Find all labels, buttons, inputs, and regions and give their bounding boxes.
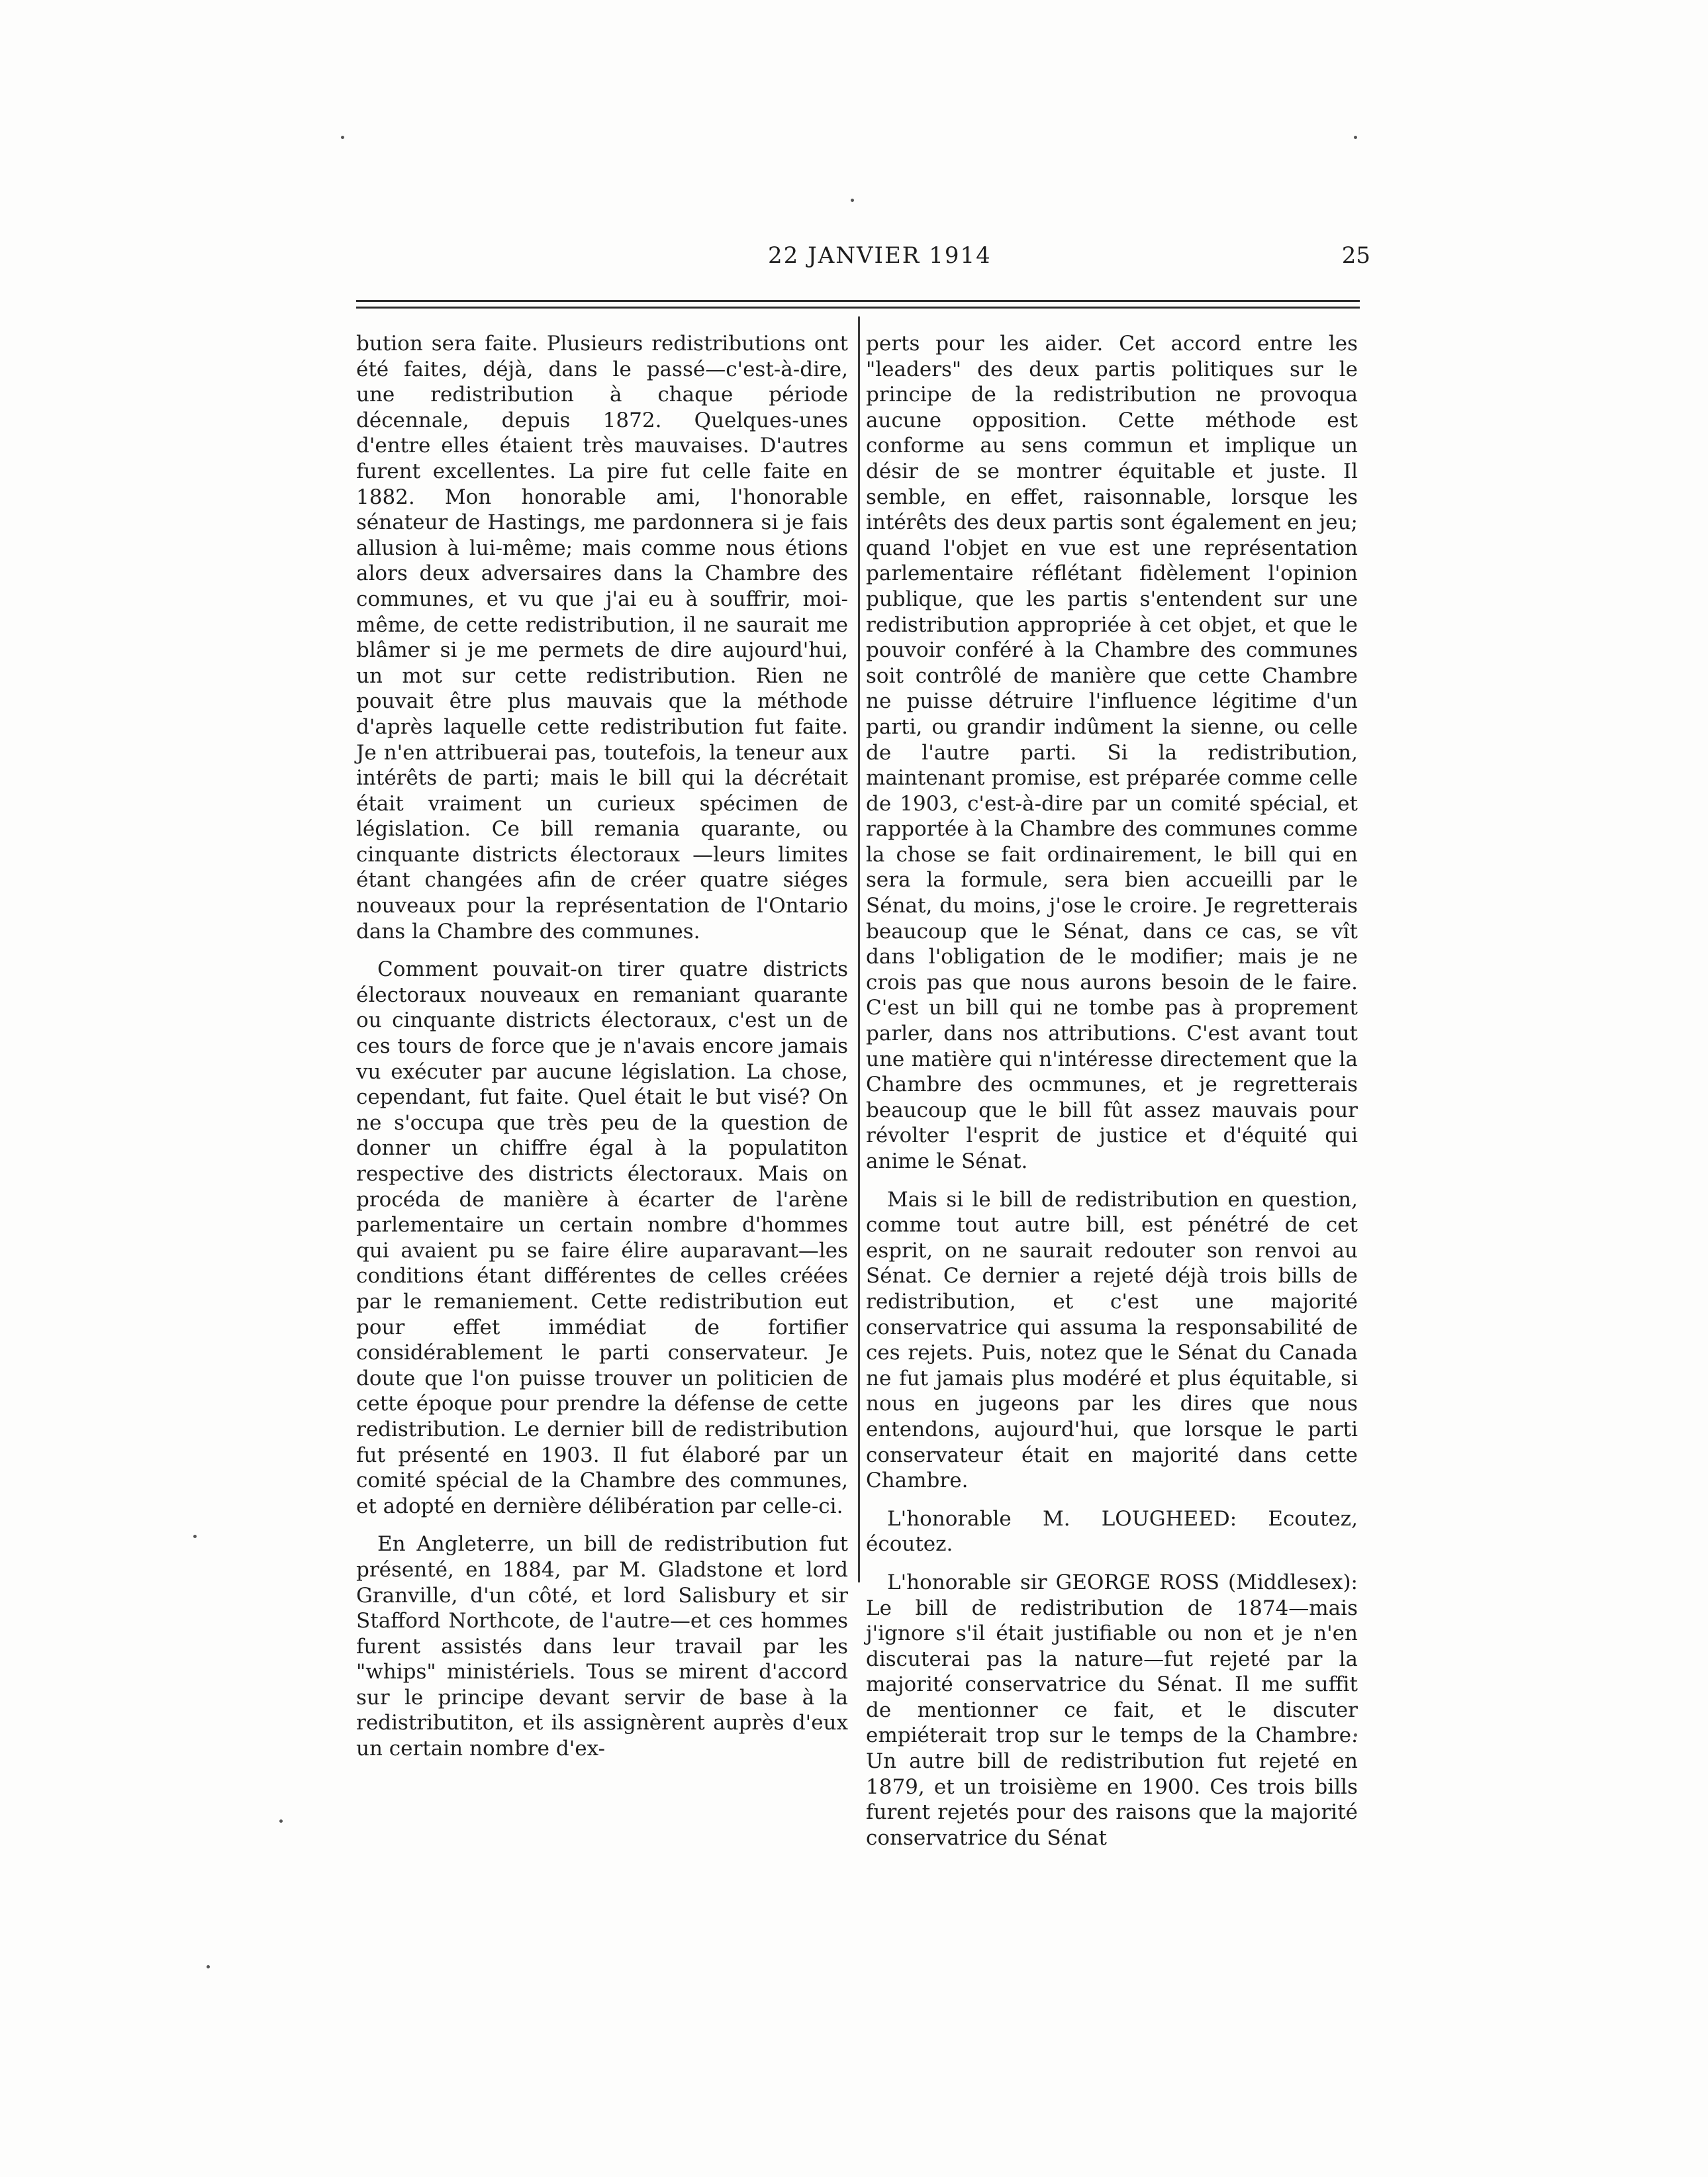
right-column <box>866 331 1358 1863</box>
paragraph: Comment pouvait-on tirer quatre districts électoraux nouveaux en remaniant quarante ou cinquante districts électoraux, c'est un de ces tours de force que je n'avais encore jamais vu exécuter par aucune législation. La chose, cependant, fut faite. Quel était le but visé? On ne s'occupa que très peu de la question de donner un chiffre égal à la populatiton respective des districts électoraux. Mais on procéda de manière à écarter de l'arène parlementaire un certain nombre d'hommes qui avaient pu se faire élire auparavant—les conditions étant différentes de celles créées par le remaniement. Cette redistribution eut pour effet immédiat de fortifier considérablement le parti conservateur. Je doute que l'on puisse trouver un politicien de cette époque pour prendre la défense de cette redistribution. Le dernier bill de redistribution fut présenté en 1903. Il fut élaboré par un comité spécial de la Chambre des communes, et adopté en dernière délibération par celle-ci. <box>356 957 848 1518</box>
paragraph: Mais si le bill de redistribution en question, comme tout autre bill, est pénétré de cet esprit, on ne saurait redouter son renvoi au Sénat. Ce dernier a rejeté déjà trois bills de redistribution, et c'est une majorité conservatrice qui assuma la responsabilité de ces rejets. Puis, notez que le Sénat du Canada ne fut jamais plus modéré et plus équitable, si nous en jugeons par les dires que nous entendons, aujourd'hui, que lorsque le parti conservateur était en majorité dans cette Chambre. <box>866 1187 1358 1493</box>
paragraph: En Angleterre, un bill de redistribution fut présenté, en 1884, par M. Gladstone et lord Granville, d'un côté, et lord Salisbury et sir Stafford Northcote, de l'autre—et ces hommes furent assistés dans leur travail par les "whips" ministériels. Tous se mirent d'accord sur le principe devant servir de base à la redistributiton, et ils assignèrent auprès d'eux un certain nombre d'ex- <box>356 1532 848 1761</box>
page-number: 25 <box>1341 242 1370 269</box>
header-rule-top <box>356 300 1360 302</box>
left-column <box>356 331 848 1774</box>
scan-speck <box>279 1819 283 1823</box>
page-header <box>351 242 1370 275</box>
header-date: 22 JANVIER 1914 <box>768 242 992 269</box>
scan-speck <box>851 199 854 202</box>
paragraph: perts pour les aider. Cet accord entre les "leaders" des deux partis politiques sur le principe de la redistribution ne provoqua aucune opposition. Cette méthode est conforme au sens commun et implique un désir de se montrer équitable et juste. Il semble, en effet, raisonnable, lorsque les intérêts des deux partis sont également en jeu; quand l'objet en vue est une représentation parlementaire réflétant fidèlement l'opinion publique, que les partis s'entendent sur une redistribution appropriée à cet objet, et que le pouvoir conféré à la Chambre des communes soit contrôlé de manière que cette Chambre ne puisse détruire l'influence légitime d'un parti, ou grandir indûment la sienne, ou celle de l'autre parti. Si la redistribution, maintenant promise, est préparée comme celle de 1903, c'est-à-dire par un comité spécial, et rapportée à la Chambre des communes comme la chose se fait ordinairement, le bill qui en sera la formule, sera bien accueilli par le Sénat, du moins, j'ose le croire. Je regretterais beaucoup que le Sénat, dans ce cas, se vît dans l'obligation de le modifier; mais je ne crois pas que nous aurons besoin de le faire. C'est un bill qui ne tombe pas à proprement parler, dans nos attributions. C'est avant tout une matière qui n'intéresse directement que la Chambre des ocmmunes, et je regretterais beaucoup que le bill fût assez mauvais pour révolter l'esprit de justice et d'équité qui anime le Sénat. <box>866 332 1358 1173</box>
speaker-paragraph: L'honorable sir GEORGE ROSS (Middlesex): Le bill de redistribution de 1874—mais j'ignore s'il était justifiable ou non et je n'en discuterai pas la nature—fut rejeté par la majorité conservatrice du Sénat. Il me suffit de mentionner ce fait, et le discuter empiéterait trop sur le temps de la Chambre. Un autre bill de redistribution fut rejeté en 1879, et un troisième en 1900. Ces trois bills furent rejetés pour des raisons que la majorité conservatrice du Sénat <box>866 1570 1358 1850</box>
scan-speck <box>207 1965 210 1968</box>
scan-speck <box>1354 136 1357 139</box>
paragraph: bution sera faite. Plusieurs redistributions ont été faites, déjà, dans le passé—c'est-à-dire, une redistribution à chaque période décennale, depuis 1872. Quelques-unes d'entre elles étaient très mauvaises. D'autres furent excellentes. La pire fut celle faite en 1882. Mon honorable ami, l'honorable sénateur de Hastings, me pardonnera si je fais allusion à lui-même; mais comme nous étions alors deux adversaires dans la Chambre des communes, et vu que j'ai eu à souffrir, moi-même, de cette redistribution, il ne saurait me blâmer si je me permets de dire aujourd'hui, un mot sur cette redistribution. Rien ne pouvait être plus mauvais que la méthode d'après laquelle cette redistribution fut faite. Je n'en attribuerai pas, toutefois, la teneur aux intérêts de parti; mais le bill qui la décrétait était vraiment un curieux spécimen de législation. Ce bill remania quarante, ou cinquante districts électoraux —leurs limites étant changées afin de créer quatre siéges nouveaux pour la représentation de l'Ontario dans la Chambre des communes. <box>356 332 848 943</box>
header-rule-bottom <box>356 307 1360 309</box>
speaker-interjection: L'honorable M. LOUGHEED: Ecoutez, écoutez. <box>866 1506 1358 1557</box>
scan-speck <box>193 1535 197 1538</box>
column-divider <box>858 316 860 1582</box>
scan-speck <box>341 136 344 139</box>
